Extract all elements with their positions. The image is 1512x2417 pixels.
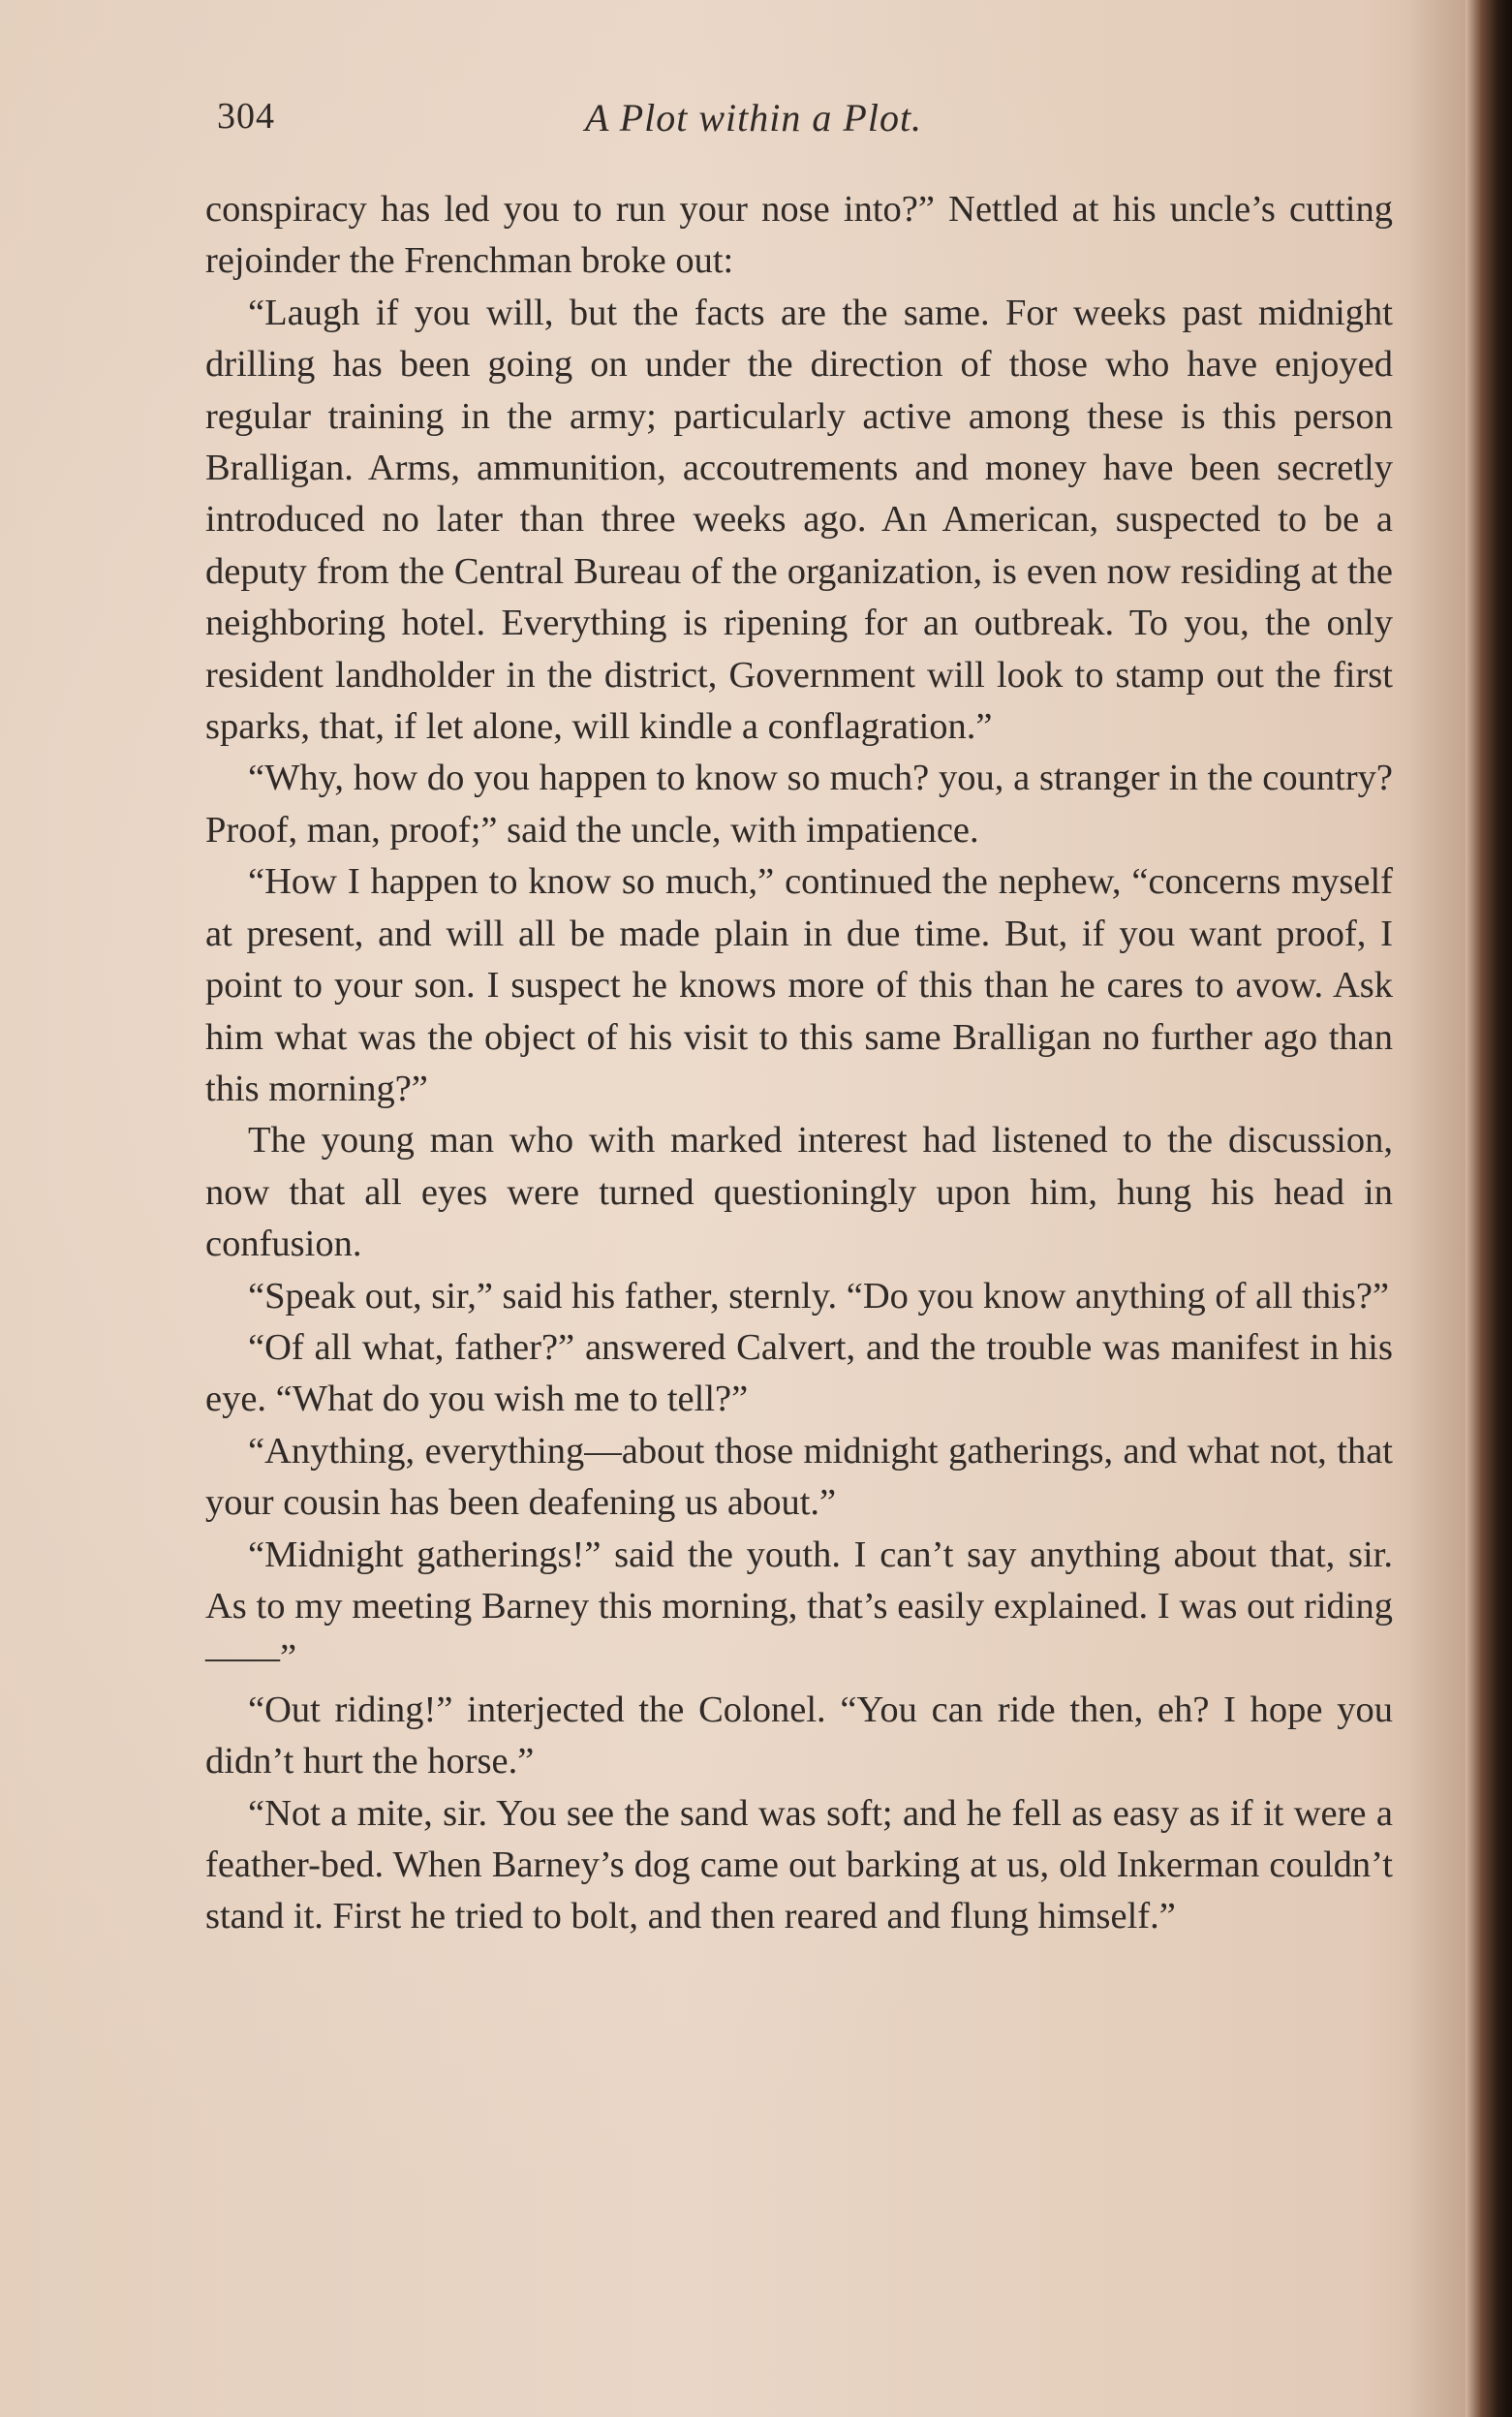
- gutter-shadow: [1407, 0, 1466, 2417]
- book-spine: [1466, 0, 1512, 2417]
- running-title: A Plot within a Plot.: [585, 96, 923, 139]
- paragraph: The young man who with marked interest had listened to the discussion, now that all eyes were turned questioningly upon him, hung his head in confusion.: [205, 1120, 1393, 1265]
- paragraph: “Laugh if you will, but the facts are the same. For weeks past midnight drilling has been going on under the direction of those who have enjoyed regular training in the army; particularly active among these is this person Bralligan. Arms, ammunition, accoutrements and money have been secretly introduced no later than three weeks ago. An American, suspected to be a deputy from the Central Bureau of the organization, is even now residing at the neighboring hotel. Everything is ripening for an outbreak. To you, the only resident landholder in the district, Government will look to stamp out the first sparks, that, if let alone, will kindle a conflagration.”: [205, 292, 1393, 748]
- paragraph: “Midnight gatherings!” said the youth. I can’t say anything about that, sir. As to my meeting Barney this morning, that’s easily explained. I was out riding ——”: [205, 1534, 1393, 1679]
- paragraph: “How I happen to know so much,” continued the nephew, “concerns myself at present, and will all be made plain in due time. But, if you want proof, I point to your son. I suspect he knows more of this than he cares to avow. Ask him what was the object of his visit to this same Bralligan no further ago than this morning?”: [205, 861, 1393, 1109]
- paragraph: “Speak out, sir,” said his father, sternly. “Do you know anything of all this?”: [248, 1275, 1390, 1317]
- paragraph: “Why, how do you happen to know so much? you, a stranger in the country? Proof, man, proof;” said the uncle, with impatience.: [205, 758, 1393, 851]
- paragraph: “Of all what, father?” answered Calvert, and the trouble was manifest in his eye. “What do you wish me to tell?”: [205, 1326, 1393, 1420]
- body-text: [205, 184, 1393, 1943]
- paragraph: “Not a mite, sir. You see the sand was soft; and he fell as easy as if it were a feather-bed. When Barney’s dog came out barking at us, old Inkerman couldn’t stand it. First he tried to bolt, and then reared and flung himself.”: [205, 1792, 1393, 1937]
- page-header: [217, 95, 1389, 153]
- paragraph: “Anything, everything—about those midnight gatherings, and what not, that your cousin has been deafening us about.”: [205, 1430, 1393, 1524]
- paragraph: “Out riding!” interjected the Colonel. “You can ride then, eh? I hope you didn’t hurt the horse.”: [205, 1689, 1393, 1782]
- paragraph: conspiracy has led you to run your nose into?” Nettled at his uncle’s cutting rejoinder the Frenchman broke out:: [205, 189, 1393, 282]
- page-number: 304: [217, 96, 275, 137]
